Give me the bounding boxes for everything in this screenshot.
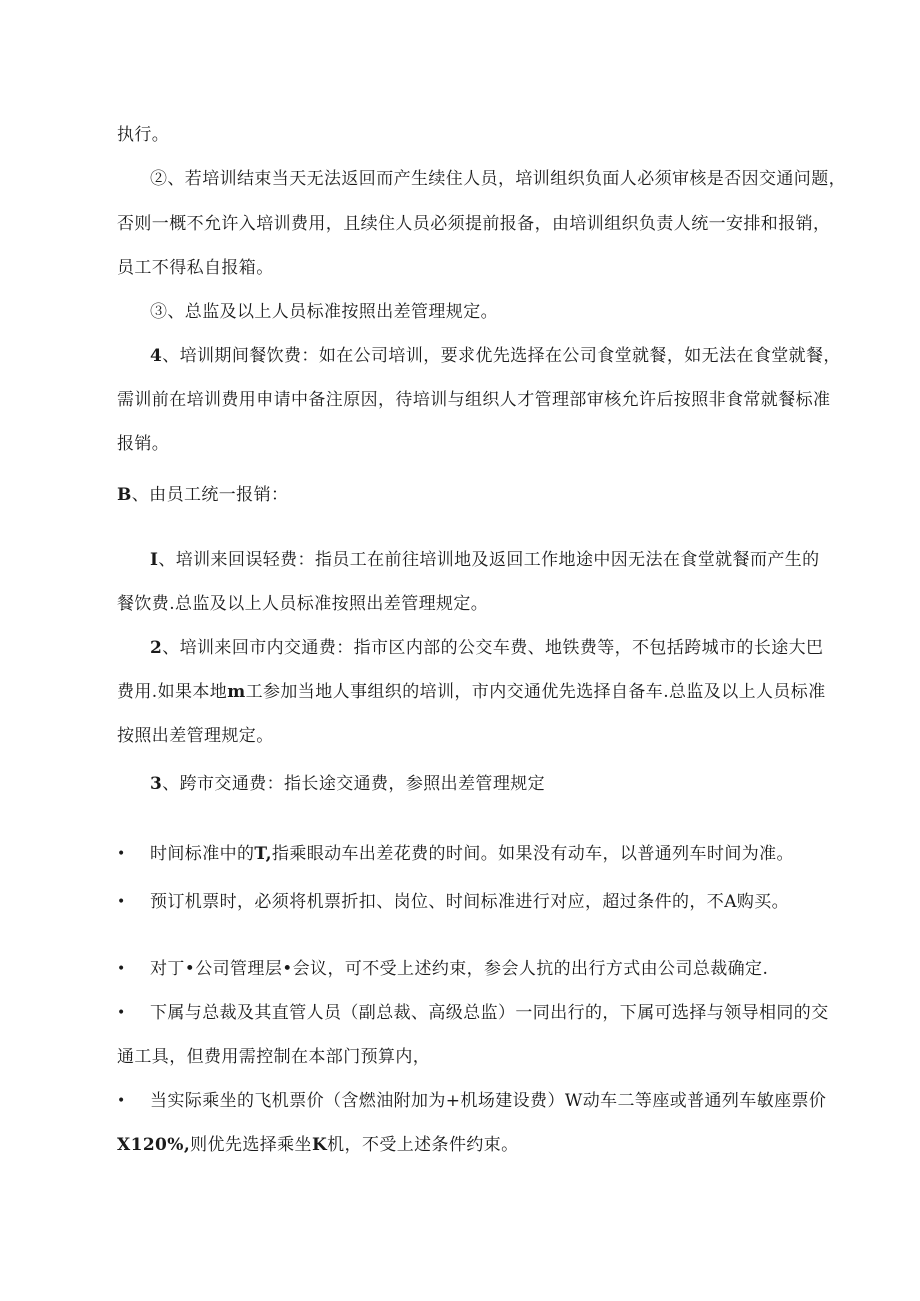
text-line-item-3b bbox=[150, 773, 545, 795]
text-span: 工参加当地人事组织的培训，市内交通优先选择自备车.总监及以上人员标准 bbox=[245, 682, 826, 702]
text-span: 否则一概不允许入培训费用，且续住人员必须提前报备，由培训组织负责人统一安排和报销， bbox=[117, 214, 831, 234]
text-span: 对丁•公司管理层•会议，可不受上述约束，参会人抗的出行方式由公司总裁确定. bbox=[150, 959, 769, 979]
text-span: 餐饮费.总监及以上人员标准按照出差管理规定。 bbox=[117, 594, 489, 614]
bullet-text-4-line2 bbox=[117, 1046, 430, 1068]
bullet-text-3 bbox=[150, 958, 768, 980]
text-bold: T, bbox=[254, 844, 272, 864]
text-span: ②、若培训结束当天无法返回而产生续住人员，培训组织负面人必须审核是否因交通问题， bbox=[150, 169, 846, 189]
bullet-text-5-line1 bbox=[150, 1090, 827, 1112]
section-heading-b bbox=[117, 484, 288, 506]
text-span: 执行。 bbox=[117, 125, 170, 145]
text-span-wrap bbox=[150, 549, 820, 571]
text-span: 通工具，但费用需控制在本部门预算内， bbox=[117, 1047, 431, 1067]
item-number: I bbox=[150, 550, 159, 570]
text-span: 、培训来回市内交通费：指市区内部的公交车费、地铁费等，不包括跨城市的长途大巴 bbox=[162, 638, 824, 658]
text-span: 机，不受上述条件约束。 bbox=[327, 1135, 519, 1155]
text-line-item-i-part1 bbox=[150, 549, 820, 571]
text-bold: K bbox=[311, 1135, 328, 1155]
text-line-item-2-part1 bbox=[150, 168, 846, 190]
text-span-wrap bbox=[117, 681, 826, 703]
text-span: 指乘眼动车出差花费的时间。如果没有动车，以普通列车时间为准。 bbox=[271, 844, 794, 864]
text-span: 、培训期间餐饮费：如在公司培训，要求优先选择在公司食堂就餐，如无法在食堂就餐， bbox=[162, 346, 841, 366]
text-line-item-2b-part2 bbox=[117, 681, 826, 703]
text-span: 、由员工统一报销： bbox=[131, 485, 289, 505]
item-number: 3 bbox=[150, 774, 163, 794]
item-number: 2 bbox=[150, 638, 163, 658]
text-span: 时间标准中的 bbox=[150, 844, 255, 864]
text-span-wrap bbox=[150, 637, 824, 659]
bullet-icon: • bbox=[117, 894, 126, 910]
text-line-item-3 bbox=[150, 301, 498, 323]
text-span: 预订机票时，必须将机票折扣、岗位、时间标准进行对应，超过条件的，不A购买。 bbox=[150, 892, 790, 912]
bullet-text-2 bbox=[150, 891, 789, 913]
bullet-text-1 bbox=[150, 843, 794, 865]
text-span: 、跨市交通费：指长途交通费，参照出差管理规定 bbox=[162, 774, 546, 794]
text-line-item-2b-part1 bbox=[150, 637, 824, 659]
text-line-item-4-part3 bbox=[117, 433, 169, 455]
text-span-wrap bbox=[150, 345, 841, 367]
text-bold: m bbox=[227, 682, 246, 702]
text-line-item-2-part2 bbox=[117, 213, 831, 235]
text-span: 报销。 bbox=[117, 434, 170, 454]
text-span: 则优先选择乘坐 bbox=[190, 1135, 312, 1155]
text-line-continuation bbox=[117, 124, 169, 146]
bullet-text-4-line1 bbox=[150, 1002, 829, 1024]
bullet-icon: • bbox=[117, 846, 126, 862]
text-line-item-4-part2 bbox=[117, 389, 831, 411]
text-bold: X120%, bbox=[117, 1135, 191, 1155]
text-span: 需训前在培训费用申请中备注原因，待培训与组织人才管理部审核允许后按照非食常就餐标准 bbox=[117, 390, 831, 410]
text-line-item-i-part2 bbox=[117, 593, 488, 615]
bullet-icon: • bbox=[117, 1093, 126, 1109]
text-line-item-2-part3 bbox=[117, 257, 274, 279]
bullet-icon: • bbox=[117, 961, 126, 977]
bullet-text-5-line2 bbox=[117, 1134, 519, 1156]
text-line-item-4-part1 bbox=[150, 345, 841, 367]
text-span: 当实际乘坐的飞机票价（含燃油附加为+机场建设费）W动车二等座或普通列车敏座票价 bbox=[150, 1091, 827, 1111]
text-span: 费用.如果本地 bbox=[117, 682, 228, 702]
text-span: 、培训来回误轻费：指员工在前往培训地及返回工作地途中因无法在食堂就餐而产生的 bbox=[158, 550, 820, 570]
text-span: 下属与总裁及其直管人员（副总裁、高级总监）一同出行的，下属可选择与领导相同的交 bbox=[150, 1003, 829, 1023]
section-letter: B bbox=[117, 485, 132, 505]
text-line-item-2b-part3 bbox=[117, 725, 274, 747]
text-span: 按照出差管理规定。 bbox=[117, 726, 274, 746]
text-span: 员工不得私自报箱。 bbox=[117, 258, 274, 278]
item-number: 4 bbox=[150, 346, 163, 366]
bullet-icon: • bbox=[117, 1005, 126, 1021]
text-span: ③、总监及以上人员标准按照出差管理规定。 bbox=[150, 302, 498, 322]
